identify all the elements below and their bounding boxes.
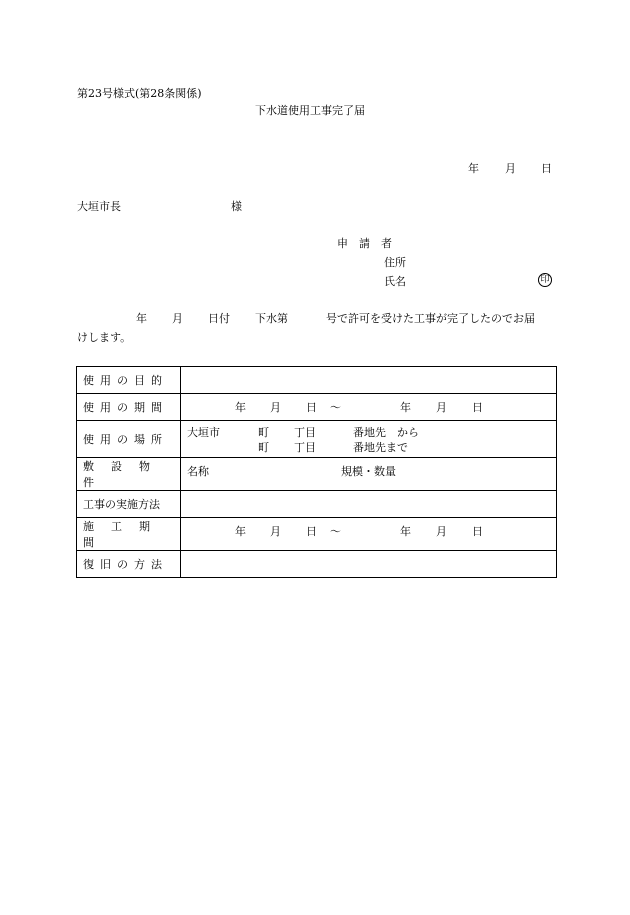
location-chome-2: 丁目 xyxy=(294,441,316,454)
table-row-period xyxy=(77,394,557,421)
construction-period-value[interactable] xyxy=(181,518,557,551)
laying-value[interactable] xyxy=(181,458,557,491)
body-permit-prefix: 下水第 xyxy=(255,312,288,325)
application-table xyxy=(76,366,557,578)
construction-start-year: 年 xyxy=(235,525,246,538)
body-line2: けします。 xyxy=(77,331,132,344)
location-banchi-to: 番地先まで xyxy=(353,441,408,454)
period-start-year: 年 xyxy=(235,401,246,414)
laying-scale-label: 規模・数量 xyxy=(341,465,396,478)
construction-end-year: 年 xyxy=(400,525,411,538)
location-chome-1: 丁目 xyxy=(294,426,316,439)
location-banchi-from: 番地先 から xyxy=(353,426,419,439)
body-month: 月 xyxy=(172,312,183,325)
table-row-laying xyxy=(77,458,557,491)
table-row-method xyxy=(77,491,557,518)
date-month-label: 月 xyxy=(505,162,516,175)
addressee-name: 大垣市長 xyxy=(77,200,121,213)
location-label: 使用の場所 xyxy=(77,421,181,458)
date-day-label: 日 xyxy=(541,162,552,175)
body-day-dated: 日付 xyxy=(208,312,230,325)
construction-tilde: ～ xyxy=(330,525,341,538)
restoration-label: 復旧の方法 xyxy=(77,551,181,578)
period-end-month: 月 xyxy=(436,401,447,414)
location-city: 大垣市 xyxy=(187,426,220,439)
method-label: 工事の実施方法 xyxy=(77,491,181,518)
construction-end-day: 日 xyxy=(472,525,483,538)
construction-start-day: 日 xyxy=(306,525,317,538)
location-town-2: 町 xyxy=(258,441,269,454)
date-year-label: 年 xyxy=(468,162,479,175)
table-row-construction-period xyxy=(77,518,557,551)
applicant-address-label: 住所 xyxy=(384,256,406,269)
period-start-month: 月 xyxy=(270,401,281,414)
period-label: 使用の期間 xyxy=(77,394,181,421)
construction-end-month: 月 xyxy=(436,525,447,538)
applicant-label: 申 請 者 xyxy=(337,237,392,250)
method-value[interactable] xyxy=(181,491,557,518)
restoration-value[interactable] xyxy=(181,551,557,578)
period-start-day: 日 xyxy=(306,401,317,414)
table-row-restoration xyxy=(77,551,557,578)
document-title: 下水道使用工事完了届 xyxy=(255,104,365,117)
applicant-name-label: 氏名 xyxy=(384,275,406,288)
period-value[interactable] xyxy=(181,394,557,421)
location-value[interactable] xyxy=(181,421,557,458)
period-end-year: 年 xyxy=(400,401,411,414)
body-year: 年 xyxy=(136,312,147,325)
body-line1-rest: 号で許可を受けた工事が完了したのでお届 xyxy=(326,312,535,325)
location-town-1: 町 xyxy=(258,426,269,439)
period-tilde: ～ xyxy=(330,401,341,414)
purpose-label: 使用の目的 xyxy=(77,367,181,394)
laying-name-label: 名称 xyxy=(187,465,209,478)
seal-mark: 印 xyxy=(538,273,552,287)
purpose-value[interactable] xyxy=(181,367,557,394)
form-number: 第23号様式(第28条関係) xyxy=(77,87,202,100)
construction-period-label: 施工期間 xyxy=(77,518,181,551)
addressee-honorific: 様 xyxy=(231,200,242,213)
table-row-location xyxy=(77,421,557,458)
table-row-purpose xyxy=(77,367,557,394)
construction-start-month: 月 xyxy=(270,525,281,538)
laying-label: 敷設物件 xyxy=(77,458,181,491)
period-end-day: 日 xyxy=(472,401,483,414)
